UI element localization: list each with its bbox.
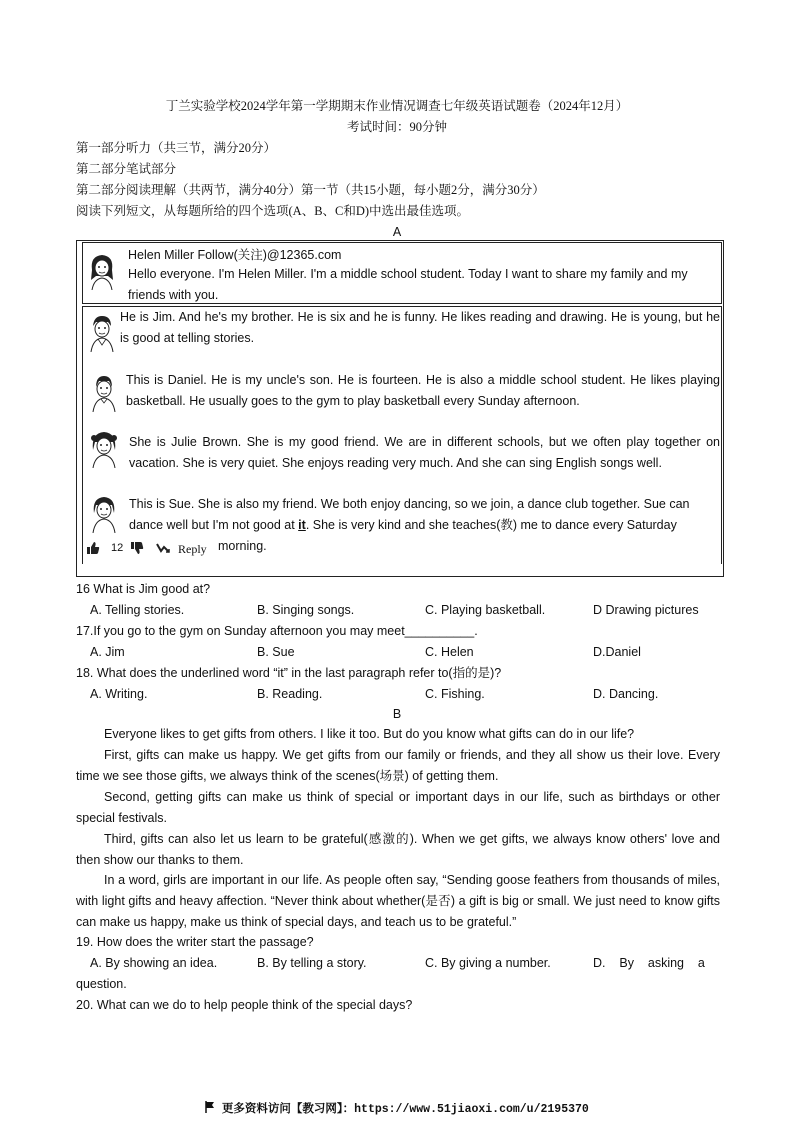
julie-paragraph: She is Julie Brown. She is my good friend. We are in different schools, but we often play together on vacation. She is very quiet. She enjoys reading very much. And she can sing English songs well. [129, 435, 720, 470]
question-17-option-b: B. Sue [257, 645, 295, 659]
jim-avatar-icon [86, 312, 118, 352]
sue-line3: morning. [218, 539, 267, 553]
thumbs-down-icon[interactable] [130, 541, 144, 555]
question-20-stem: 20. What can we do to help people think of the special days? [76, 998, 413, 1012]
julie-avatar-icon [88, 428, 120, 468]
sue-line2-start: dance well but I'm not good at [129, 518, 299, 532]
question-16-option-d: D Drawing pictures [593, 603, 699, 617]
underlined-it: it [298, 518, 306, 532]
passage-b-paragraph: In a word, girls are important in our life. As people often say, “Sending goose feathers from thousands of miles, with light gifts and heavy affection. “Never think about whether(是否) a gift is big or small. We just need to know gifts can make us happy, make us think of special days, and teach us to be grateful.” [76, 873, 720, 929]
passage-b-paragraph: Third, gifts can also let us learn to be grateful(感激的). When we get gifts, we always know others' love and then show our thanks to them. [76, 832, 720, 867]
part2-heading: 第二部分笔试部分 [76, 162, 177, 176]
exam-time: 考试时间：90分钟 [346, 120, 447, 134]
question-18-option-d: D. Dancing. [593, 687, 659, 701]
like-count: 12 [111, 542, 124, 554]
question-19-option-a: A. By showing an idea. [90, 956, 218, 970]
footer [205, 1101, 589, 1118]
post-intro-line1: Hello everyone. I'm Helen Miller. I'm a middle school student. Today I want to share my family and my [128, 267, 688, 281]
question-16-option-a: A. Telling stories. [90, 603, 185, 617]
question-16-option-b: B. Singing songs. [257, 603, 355, 617]
daniel-avatar-icon [88, 372, 120, 412]
question-18-option-b: B. Reading. [257, 687, 323, 701]
sue-line2 [129, 515, 720, 536]
question-17-stem: 17.If you go to the gym on Sunday afternoon you may meet__________. [76, 624, 478, 638]
question-19-option-b: B. By telling a story. [257, 956, 367, 970]
thumbs-up-icon[interactable] [86, 541, 100, 555]
question-16-option-c: C. Playing basketball. [425, 603, 546, 617]
part1-heading: 第一部分听力（共三节，满分20分） [76, 141, 277, 155]
instruction: 阅读下列短文，从每题所给的四个选项(A、B、C和D)中选出最佳选项。 [76, 204, 470, 218]
sue-line2-end: . She is very kind and she teaches(教) me to dance every Saturday [305, 518, 677, 532]
post-author: Helen Miller Follow(关注)@12365.com [128, 248, 342, 262]
sue-avatar-icon [88, 493, 120, 533]
reply-arrow-icon[interactable] [156, 543, 170, 553]
question-17-option-c: C. Helen [425, 645, 474, 659]
question-18-stem: 18. What does the underlined word “it” in the last paragraph refer to(指的是)? [76, 666, 502, 680]
question-19-option-d: D. By asking a [593, 956, 705, 970]
daniel-paragraph: This is Daniel. He is my uncle's son. He is fourteen. He is also a middle school student. He likes playing basketball. He usually goes to the gym to play basketball every Sunday afternoon. [126, 373, 720, 408]
helen-avatar-icon [86, 250, 118, 290]
question-19-stem: 19. How does the writer start the passage? [76, 935, 314, 949]
passage-a-label: A [392, 225, 402, 239]
question-17-option-d: D.Daniel [593, 645, 641, 659]
question-19-option-d-wrap: question. [76, 977, 127, 991]
question-18-option-a: A. Writing. [90, 687, 148, 701]
sue-line1: This is Sue. She is also my friend. We both enjoy dancing, so we join, a dance club together. Sue can [129, 497, 690, 511]
passage-b-paragraph: First, gifts can make us happy. We get gifts from our family or friends, and they all show us their love. Every time we see those gifts, we always think of the scenes(场景) of getting them. [76, 748, 720, 783]
passage-b-paragraph: Second, getting gifts can make us think of special or important days in our life, such as birthdays or other special festivals. [76, 790, 720, 825]
question-19-option-c: C. By giving a number. [425, 956, 551, 970]
question-17-option-a: A. Jim [90, 645, 125, 659]
passage-b-label: B [392, 707, 402, 721]
question-16-stem: 16 What is Jim good at? [76, 582, 211, 596]
passage-b-paragraph: Everyone likes to get gifts from others. I like it too. But do you know what gifts can do in our life? [104, 727, 635, 741]
flag-icon [205, 1101, 215, 1113]
question-18-option-c: C. Fishing. [425, 687, 485, 701]
post-actions-bar [86, 538, 212, 558]
jim-paragraph: He is Jim. And he's my brother. He is six and he is funny. He likes reading and drawing. He is young, but he is good at telling stories. [120, 310, 720, 345]
part2-reading-heading: 第二部分阅读理解（共两节，满分40分）第一节（共15小题，每小题2分，满分30分） [76, 183, 545, 197]
exam-title: 丁兰实验学校2024学年第一学期期末作业情况调查七年级英语试题卷（2024年12月） [165, 99, 629, 113]
footer-link[interactable]: 更多资料访问【教习网】：https://www.51jiaoxi.com/u/2195370 [221, 1103, 589, 1116]
reply-button[interactable]: Reply [178, 542, 207, 556]
post-intro-line2: friends with you. [128, 288, 219, 302]
